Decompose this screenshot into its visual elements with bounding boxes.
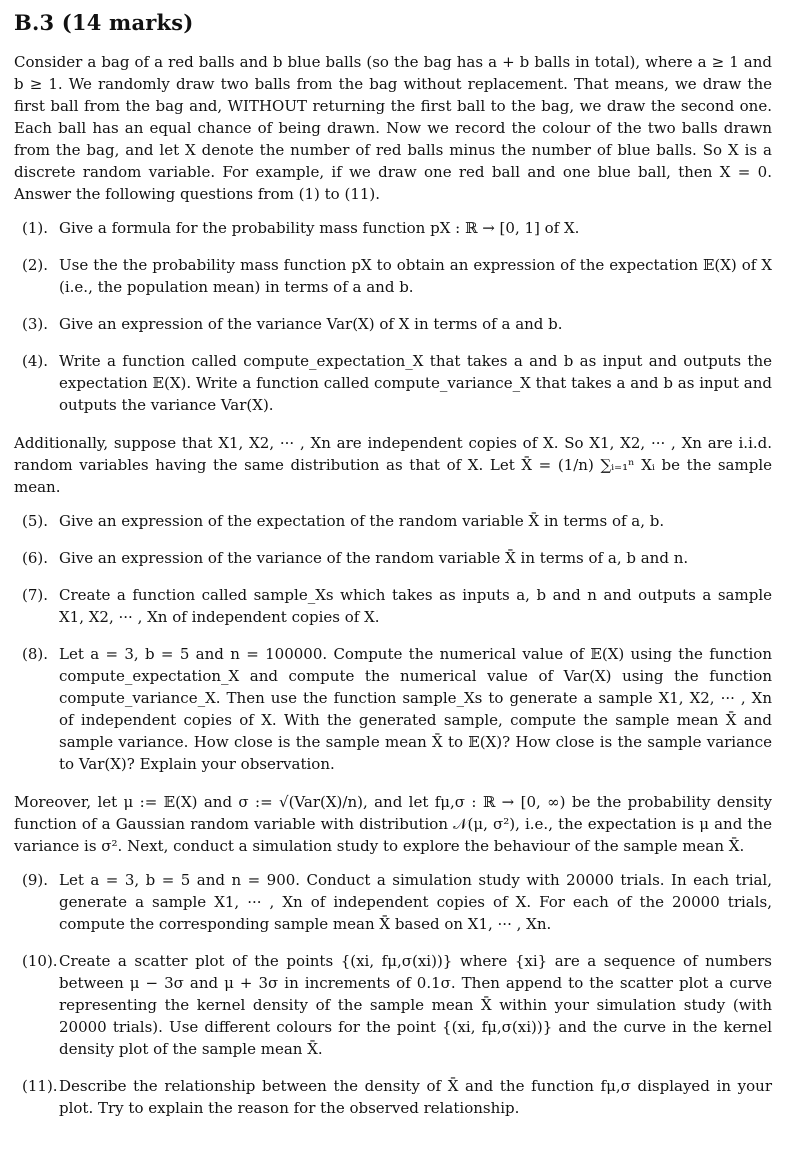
question-text: Give an expression of the variance of the random variable X̄ in terms of a, b and n.	[59, 549, 689, 567]
question-number: (8).	[22, 645, 49, 663]
question-item	[14, 547, 772, 569]
question-number: (3).	[22, 315, 49, 333]
section-title: B.3 (14 marks)	[14, 10, 194, 35]
intro-paragraph: Consider a bag of a red balls and b blue balls (so the bag has a + b balls in total), where a ≥ 1 and b ≥ 1. We randomly draw two balls from the bag without replacement. That means, we draw the first ball from the bag and, WITHOUT returning the first ball to the bag, we draw the second one. Each ball has an equal chance of being drawn. Now we record the colour of the two balls drawn from the bag, and let X denote the number of red balls minus the number of blue balls. So X is a discrete random variable. For example, if we draw one red ball and one blue ball, then X = 0. Answer the following questions from (1) to (11).	[14, 53, 772, 203]
question-text: Write a function called compute_expectation_X that takes a and b as input and outputs the expectation 𝔼(X). Write a function called compute_variance_X that takes a and b as input and outputs the variance Var(X).	[59, 352, 772, 414]
moreover-paragraph: Moreover, let μ := 𝔼(X) and σ := √(Var(X)/n), and let fμ,σ : ℝ → [0, ∞) be the probability density function of a Gaussian random variable with distribution 𝒩(μ, σ²), i.e., the expectation is μ and the variance is σ². Next, conduct a simulation study to explore the behaviour of the sample mean X̄.	[14, 793, 772, 855]
question-number: (7).	[22, 586, 49, 604]
question-list-2	[14, 510, 772, 775]
question-text: Give a formula for the probability mass function pX : ℝ → [0, 1] of X.	[59, 219, 580, 237]
question-item	[14, 950, 772, 1060]
question-text: Use the the probability mass function pX to obtain an expression of the expectation 𝔼(X) of X (i.e., the population mean) in terms of a and b.	[59, 256, 772, 296]
question-item	[14, 510, 772, 532]
middle-paragraph: Additionally, suppose that X1, X2, ··· , Xn are independent copies of X. So X1, X2, ··· , Xn are i.i.d. random variables having the same distribution as that of X. Let X̄ = (1/n) ∑ᵢ₌₁ⁿ Xᵢ be the sample mean.	[14, 434, 772, 496]
question-list-3	[14, 869, 772, 1119]
question-item	[14, 350, 772, 416]
question-text: Give an expression of the variance Var(X) of X in terms of a and b.	[59, 315, 563, 333]
question-number: (9).	[22, 871, 49, 889]
question-item	[14, 313, 772, 335]
question-text: Give an expression of the expectation of the random variable X̄ in terms of a, b.	[59, 512, 665, 530]
question-text: Let a = 3, b = 5 and n = 100000. Compute the numerical value of 𝔼(X) using the function compute_expectation_X and compute the numerical value of Var(X) using the function compute_variance_X. Then use the function sample_Xs to generate a sample X1, X2, ··· , Xn of independent copies of X. With the generated sample, compute the sample mean X̄ and sample variance. How close is the sample mean X̄ to 𝔼(X)? How close is the sample variance to Var(X)? Explain your observation.	[59, 645, 772, 773]
question-item	[14, 254, 772, 298]
question-list-1	[14, 217, 772, 416]
question-number: (4).	[22, 352, 49, 370]
question-number: (1).	[22, 219, 49, 237]
question-item	[14, 584, 772, 628]
question-item	[14, 1075, 772, 1119]
question-item	[14, 217, 772, 239]
question-item	[14, 869, 772, 935]
question-text: Create a function called sample_Xs which takes as inputs a, b and n and outputs a sample X1, X2, ··· , Xn of independent copies of X.	[59, 586, 772, 626]
question-text: Let a = 3, b = 5 and n = 900. Conduct a simulation study with 20000 trials. In each trial, generate a sample X1, ··· , Xn of independent copies of X. For each of the 20000 trials, compute the corresponding sample mean X̄ based on X1, ··· , Xn.	[59, 871, 772, 933]
question-number: (2).	[22, 256, 49, 274]
question-number: (10).	[22, 952, 58, 970]
question-number: (6).	[22, 549, 49, 567]
question-item	[14, 643, 772, 775]
question-text: Describe the relationship between the density of X̄ and the function fμ,σ displayed in your plot. Try to explain the reason for the observed relationship.	[59, 1077, 772, 1117]
question-text: Create a scatter plot of the points {(xi, fμ,σ(xi))} where {xi} are a sequence of numbers between μ − 3σ and μ + 3σ in increments of 0.1σ. Then append to the scatter plot a curve representing the kernel density of the sample mean X̄ within your simulation study (with 20000 trials). Use different colours for the point {(xi, fμ,σ(xi))} and the curve in the kernel density plot of the sample mean X̄.	[59, 952, 772, 1058]
question-number: (5).	[22, 512, 49, 530]
question-number: (11).	[22, 1077, 58, 1095]
